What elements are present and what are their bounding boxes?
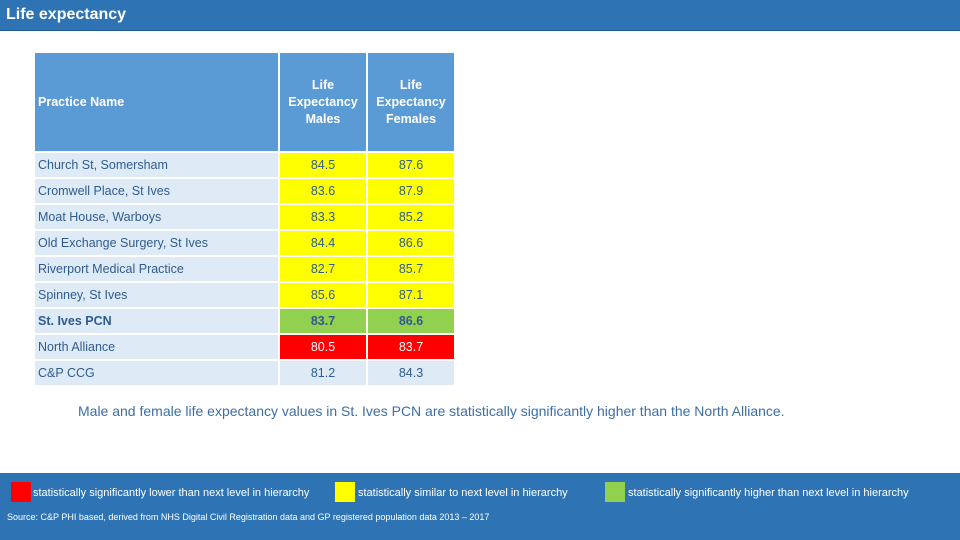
females-value-cell: 87.1 bbox=[367, 282, 455, 308]
header-males bbox=[279, 52, 367, 152]
males-value-cell: 82.7 bbox=[279, 256, 367, 282]
females-value-cell: 84.3 bbox=[367, 360, 455, 386]
header-males-line-3: Males bbox=[305, 111, 341, 126]
table-row bbox=[34, 282, 455, 308]
table-row bbox=[34, 334, 455, 360]
females-value-cell: 85.7 bbox=[367, 256, 455, 282]
table-row bbox=[34, 308, 455, 334]
males-value-cell: 80.5 bbox=[279, 334, 367, 360]
footer bbox=[0, 473, 960, 540]
females-value-cell: 85.2 bbox=[367, 204, 455, 230]
males-value-cell: 83.6 bbox=[279, 178, 367, 204]
legend-swatch-similar bbox=[335, 482, 355, 502]
females-value-cell: 86.6 bbox=[367, 230, 455, 256]
table-row bbox=[34, 256, 455, 282]
life-expectancy-table bbox=[33, 51, 456, 387]
practice-name-cell: Cromwell Place, St Ives bbox=[34, 178, 279, 204]
legend-swatch-lower bbox=[11, 482, 31, 502]
table-row bbox=[34, 360, 455, 386]
legend-label-similar: statistically similar to next level in hierarchy bbox=[358, 487, 568, 499]
table-row bbox=[34, 230, 455, 256]
header-females-line-1: Life bbox=[399, 77, 423, 92]
practice-name-cell: Moat House, Warboys bbox=[34, 204, 279, 230]
header-males-line-2: Expectancy bbox=[288, 94, 358, 109]
males-value-cell: 85.6 bbox=[279, 282, 367, 308]
legend-swatch-higher bbox=[605, 482, 625, 502]
males-value-cell: 83.3 bbox=[279, 204, 367, 230]
practice-name-cell: St. Ives PCN bbox=[34, 308, 279, 334]
header-males-line-1: Life bbox=[311, 77, 335, 92]
header-females-line-2: Expectancy bbox=[376, 94, 446, 109]
table-header-row bbox=[34, 52, 455, 152]
caption: Male and female life expectancy values in St. Ives PCN are statistically significantly higher than the North Alliance. bbox=[78, 403, 785, 419]
males-value-cell: 81.2 bbox=[279, 360, 367, 386]
legend-label-lower: statistically significantly lower than next level in hierarchy bbox=[33, 487, 310, 499]
table-row bbox=[34, 178, 455, 204]
table-body bbox=[34, 152, 455, 386]
table-row bbox=[34, 204, 455, 230]
practice-name-cell: Riverport Medical Practice bbox=[34, 256, 279, 282]
practice-name-cell: North Alliance bbox=[34, 334, 279, 360]
legend-label-higher: statistically significantly higher than next level in hierarchy bbox=[628, 487, 909, 499]
males-value-cell: 84.4 bbox=[279, 230, 367, 256]
females-value-cell: 87.9 bbox=[367, 178, 455, 204]
practice-name-cell: Old Exchange Surgery, St Ives bbox=[34, 230, 279, 256]
header-practice-name: Practice Name bbox=[34, 52, 279, 152]
page-title: Life expectancy bbox=[6, 6, 127, 23]
practice-name-cell: Church St, Somersham bbox=[34, 152, 279, 178]
females-value-cell: 87.6 bbox=[367, 152, 455, 178]
females-value-cell: 86.6 bbox=[367, 308, 455, 334]
females-value-cell: 83.7 bbox=[367, 334, 455, 360]
table-row bbox=[34, 152, 455, 178]
practice-name-cell: C&P CCG bbox=[34, 360, 279, 386]
header-females bbox=[367, 52, 455, 152]
practice-name-cell: Spinney, St Ives bbox=[34, 282, 279, 308]
males-value-cell: 83.7 bbox=[279, 308, 367, 334]
source-note: Source: C&P PHI based, derived from NHS Digital Civil Registration data and GP registered population data 2013 – 2017 bbox=[7, 512, 490, 522]
title-bar bbox=[0, 0, 960, 31]
males-value-cell: 84.5 bbox=[279, 152, 367, 178]
header-females-line-3: Females bbox=[385, 111, 437, 126]
